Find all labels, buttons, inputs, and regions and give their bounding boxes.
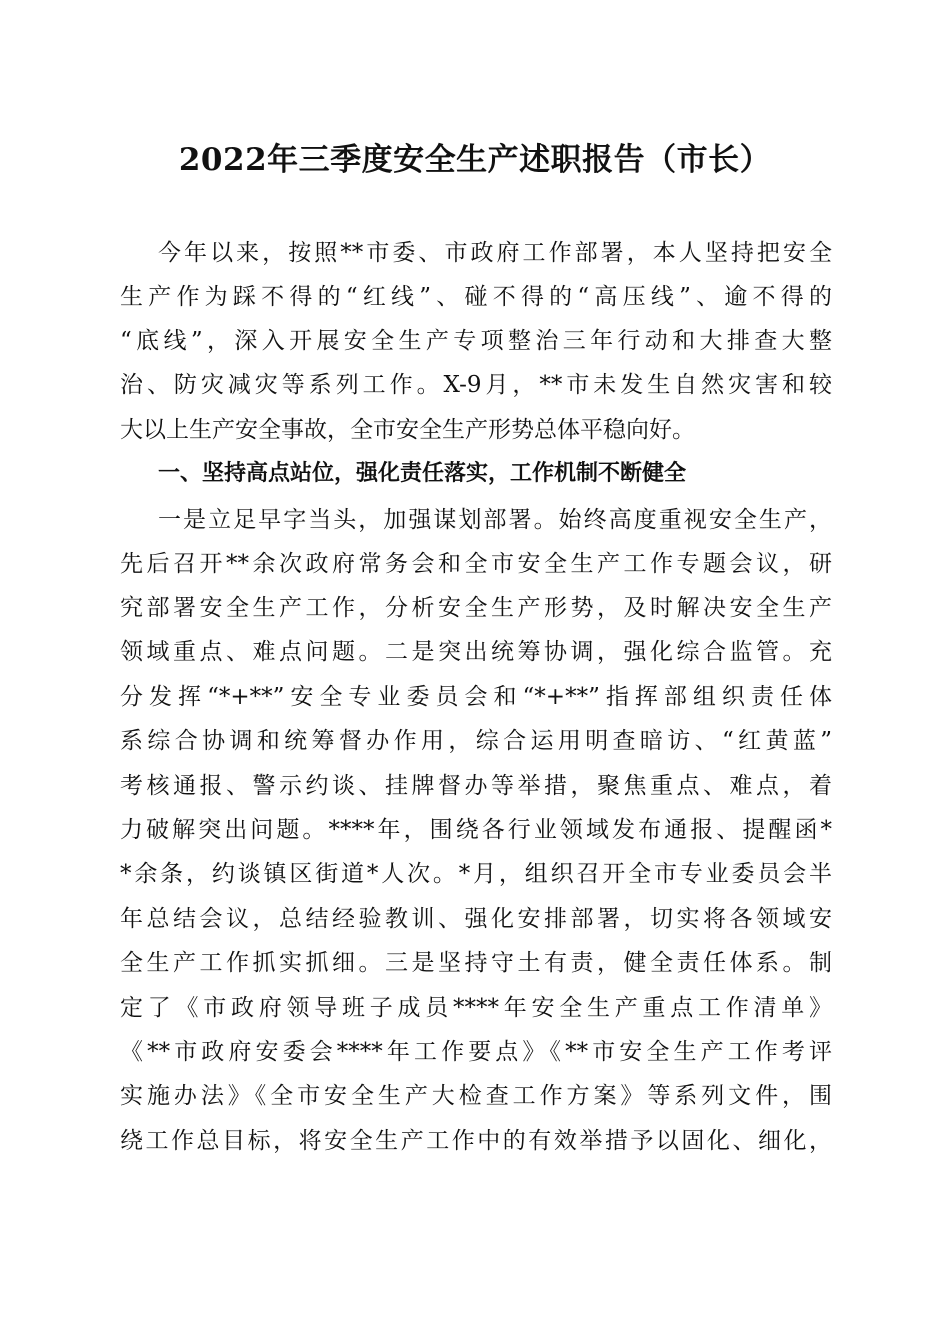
paragraph-line: 年总结会议，总结经验教训、强化安排部署，切实将各领域安 (120, 906, 832, 932)
paragraph-line: 力破解突出问题。****年，围绕各行业领域发布通报、提醒函* (120, 817, 832, 843)
section-heading: 一、坚持高点站位，强化责任落实，工作机制不断健全 (158, 461, 687, 486)
paragraph-line: 治、防灾减灾等系列工作。X-9月，**市未发生自然灾害和较 (120, 372, 832, 398)
paragraph-line: “底线”，深入开展安全生产专项整治三年行动和大排查大整 (120, 328, 832, 354)
paragraph-line: 今年以来，按照**市委、市政府工作部署，本人坚持把安全 (158, 240, 832, 266)
paragraph-line: 实施办法》《全市安全生产大检查工作方案》等系列文件，围 (120, 1083, 832, 1109)
paragraph-line: 绕工作总目标，将安全生产工作中的有效举措予以固化、细化， (120, 1128, 832, 1154)
paragraph-line: 生产作为踩不得的“红线”、碰不得的“高压线”、逾不得的 (120, 284, 832, 310)
document-title: 2022年三季度安全生产述职报告（市长） (178, 142, 772, 178)
paragraph-line: 究部署安全生产工作，分析安全生产形势，及时解决安全生产 (120, 595, 832, 621)
paragraph-line: 领域重点、难点问题。二是突出统筹协调，强化综合监管。充 (120, 639, 832, 665)
paragraph-line: 全生产工作抓实抓细。三是坚持守土有责，健全责任体系。制 (120, 950, 832, 976)
paragraph-line: 定了《市政府领导班子成员****年安全生产重点工作清单》 (120, 995, 832, 1021)
paragraph-line: 考核通报、警示约谈、挂牌督办等举措，聚焦重点、难点，着 (120, 773, 832, 799)
paragraph-line: 《**市政府安委会****年工作要点》《**市安全生产工作考评 (120, 1039, 832, 1065)
paragraph-line: 系综合协调和统筹督办作用，综合运用明查暗访、“红黄蓝” (120, 728, 832, 754)
paragraph-line: 一是立足早字当头，加强谋划部署。始终高度重视安全生产， (158, 507, 832, 533)
paragraph-line: 大以上生产安全事故，全市安全生产形势总体平稳向好。 (120, 417, 695, 443)
paragraph-line: 分发挥“*+**”安全专业委员会和“*+**”指挥部组织责任体 (120, 684, 832, 710)
paragraph-line: *余条，约谈镇区街道*人次。*月，组织召开全市专业委员会半 (120, 861, 832, 887)
paragraph-line: 先后召开**余次政府常务会和全市安全生产工作专题会议，研 (120, 551, 832, 577)
